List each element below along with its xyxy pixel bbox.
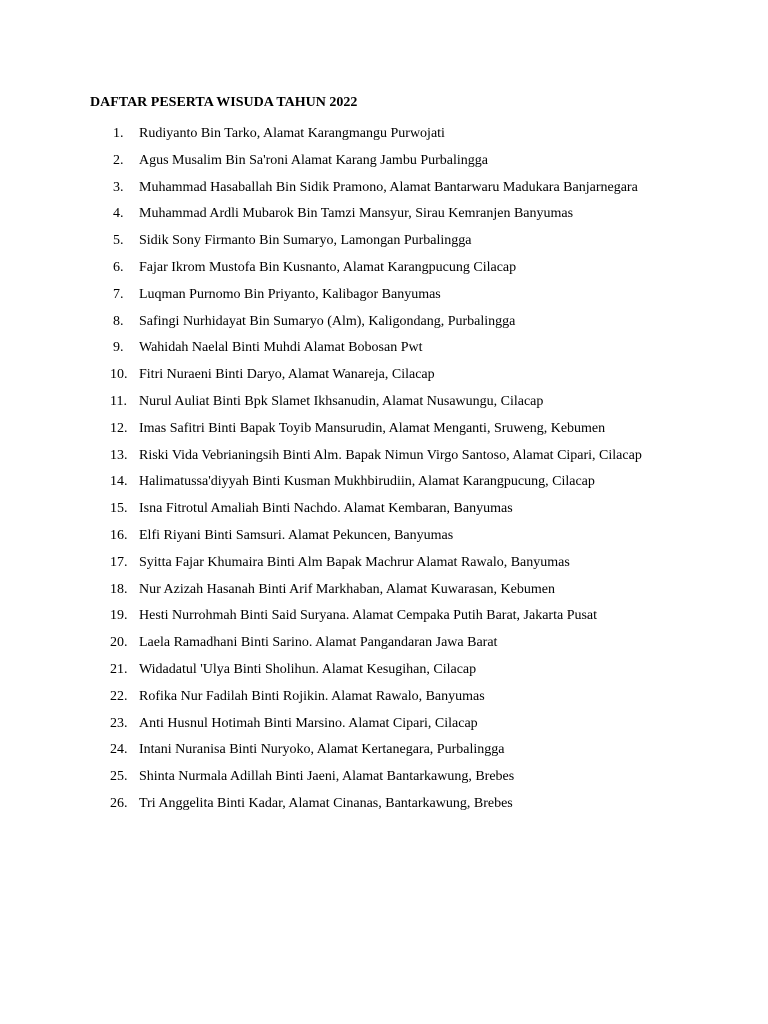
- list-item-number: 12.: [110, 420, 128, 436]
- list-item-number: 7.: [113, 286, 124, 302]
- list-item-text: Muhammad Ardli Mubarok Bin Tamzi Mansyur, Sirau Kemranjen Banyumas: [139, 206, 574, 222]
- list-item-number: 17.: [110, 554, 128, 570]
- document-title: DAFTAR PESERTA WISUDA TAHUN 2022: [90, 95, 358, 110]
- list-item-number: 23.: [110, 715, 128, 731]
- list-item-number: 15.: [110, 501, 128, 517]
- list-item-text: Fajar Ikrom Mustofa Bin Kusnanto, Alamat Karangpucung Cilacap: [139, 259, 517, 275]
- list-item: [90, 630, 690, 657]
- list-item: [90, 309, 690, 336]
- list-item-number: 4.: [113, 206, 124, 222]
- list-item-text: Rofika Nur Fadilah Binti Rojikin. Alamat Rawalo, Banyumas: [139, 688, 485, 704]
- list-item-text: Laela Ramadhani Binti Sarino. Alamat Pangandaran Jawa Barat: [139, 635, 498, 651]
- list-item: [90, 550, 690, 577]
- list-item-number: 5.: [113, 233, 124, 249]
- list-item-text: Widadatul 'Ulya Binti Sholihun. Alamat Kesugihan, Cilacap: [139, 661, 477, 677]
- list-item-number: 24.: [110, 742, 128, 758]
- list-item-text: Fitri Nuraeni Binti Daryo, Alamat Wanareja, Cilacap: [139, 367, 435, 383]
- list-item: [90, 282, 690, 309]
- list-item-text: Syitta Fajar Khumaira Binti Alm Bapak Machrur Alamat Rawalo, Banyumas: [139, 554, 570, 570]
- list-item-number: 2.: [113, 152, 124, 168]
- list-item-text: Isna Fitrotul Amaliah Binti Nachdo. Alamat Kembaran, Banyumas: [139, 501, 513, 517]
- list-item-number: 19.: [110, 608, 128, 624]
- list-item-number: 20.: [110, 635, 128, 651]
- list-item: [90, 148, 690, 175]
- list-item-text: Muhammad Hasaballah Bin Sidik Pramono, Alamat Bantarwaru Madukara Banjarnegara: [139, 179, 638, 195]
- list-item: [90, 121, 690, 148]
- list-item-text: Nurul Auliat Binti Bpk Slamet Ikhsanudin, Alamat Nusawungu, Cilacap: [139, 393, 544, 409]
- list-item: [90, 577, 690, 604]
- list-item: [90, 443, 690, 470]
- list-item-number: 14.: [110, 474, 128, 490]
- list-item-text: Wahidah Naelal Binti Muhdi Alamat Bobosan Pwt: [139, 340, 423, 356]
- list-item-number: 1.: [113, 126, 124, 141]
- list-item: [90, 255, 690, 282]
- list-item: [90, 737, 690, 764]
- list-item: [90, 335, 690, 362]
- list-item-text: Riski Vida Vebrianingsih Binti Alm. Bapak Nimun Virgo Santoso, Alamat Cipari, Cilacap: [139, 447, 642, 463]
- list-item-text: Sidik Sony Firmanto Bin Sumaryo, Lamongan Purbalingga: [139, 233, 472, 249]
- list-item-number: 8.: [113, 313, 124, 329]
- list-item-text: Rudiyanto Bin Tarko, Alamat Karangmangu Purwojati: [139, 126, 445, 141]
- list-item-number: 13.: [110, 447, 128, 463]
- list-item: [90, 603, 690, 630]
- list-item: [90, 764, 690, 791]
- list-item-number: 18.: [110, 581, 128, 597]
- list-item-number: 10.: [110, 367, 128, 383]
- list-item: [90, 416, 690, 443]
- list-item: [90, 711, 690, 738]
- list-item-text: Safingi Nurhidayat Bin Sumaryo (Alm), Kaligondang, Purbalingga: [139, 313, 516, 329]
- list-item-text: Anti Husnul Hotimah Binti Marsino. Alamat Cipari, Cilacap: [139, 715, 478, 731]
- list-item-number: 26.: [110, 795, 128, 811]
- list-item: [90, 362, 690, 389]
- list-item: [90, 228, 690, 255]
- list-item-text: Elfi Riyani Binti Samsuri. Alamat Pekuncen, Banyumas: [139, 527, 454, 543]
- list-item-number: 9.: [113, 340, 124, 356]
- list-item: [90, 389, 690, 416]
- list-item-text: Hesti Nurrohmah Binti Said Suryana. Alamat Cempaka Putih Barat, Jakarta Pusat: [139, 608, 598, 624]
- list-item: [90, 657, 690, 684]
- list-item-text: Imas Safitri Binti Bapak Toyib Mansurudin, Alamat Menganti, Sruweng, Kebumen: [139, 420, 606, 436]
- list-item-text: Agus Musalim Bin Sa'roni Alamat Karang Jambu Purbalingga: [139, 152, 488, 168]
- list-item-number: 22.: [110, 688, 128, 704]
- list-item-text: Nur Azizah Hasanah Binti Arif Markhaban, Alamat Kuwarasan, Kebumen: [139, 581, 555, 597]
- list-item: [90, 523, 690, 550]
- list-item-text: Intani Nuranisa Binti Nuryoko, Alamat Kertanegara, Purbalingga: [139, 742, 505, 758]
- list-item: [90, 175, 690, 202]
- list-item-number: 6.: [113, 259, 124, 275]
- list-item: [90, 684, 690, 711]
- participant-list: [90, 121, 690, 818]
- list-item-text: Halimatussa'diyyah Binti Kusman Mukhbirudiin, Alamat Karangpucung, Cilacap: [139, 474, 595, 490]
- list-item: [90, 201, 690, 228]
- list-item-number: 16.: [110, 527, 128, 543]
- list-item: [90, 469, 690, 496]
- list-item-text: Luqman Purnomo Bin Priyanto, Kalibagor Banyumas: [139, 286, 441, 302]
- list-item-text: Tri Anggelita Binti Kadar, Alamat Cinanas, Bantarkawung, Brebes: [139, 795, 513, 811]
- list-item: [90, 791, 690, 818]
- list-item: [90, 496, 690, 523]
- list-item-text: Shinta Nurmala Adillah Binti Jaeni, Alamat Bantarkawung, Brebes: [139, 769, 515, 785]
- list-item-number: 3.: [113, 179, 124, 195]
- list-item-number: 11.: [110, 393, 127, 409]
- list-item-number: 21.: [110, 661, 128, 677]
- list-item-number: 25.: [110, 769, 128, 785]
